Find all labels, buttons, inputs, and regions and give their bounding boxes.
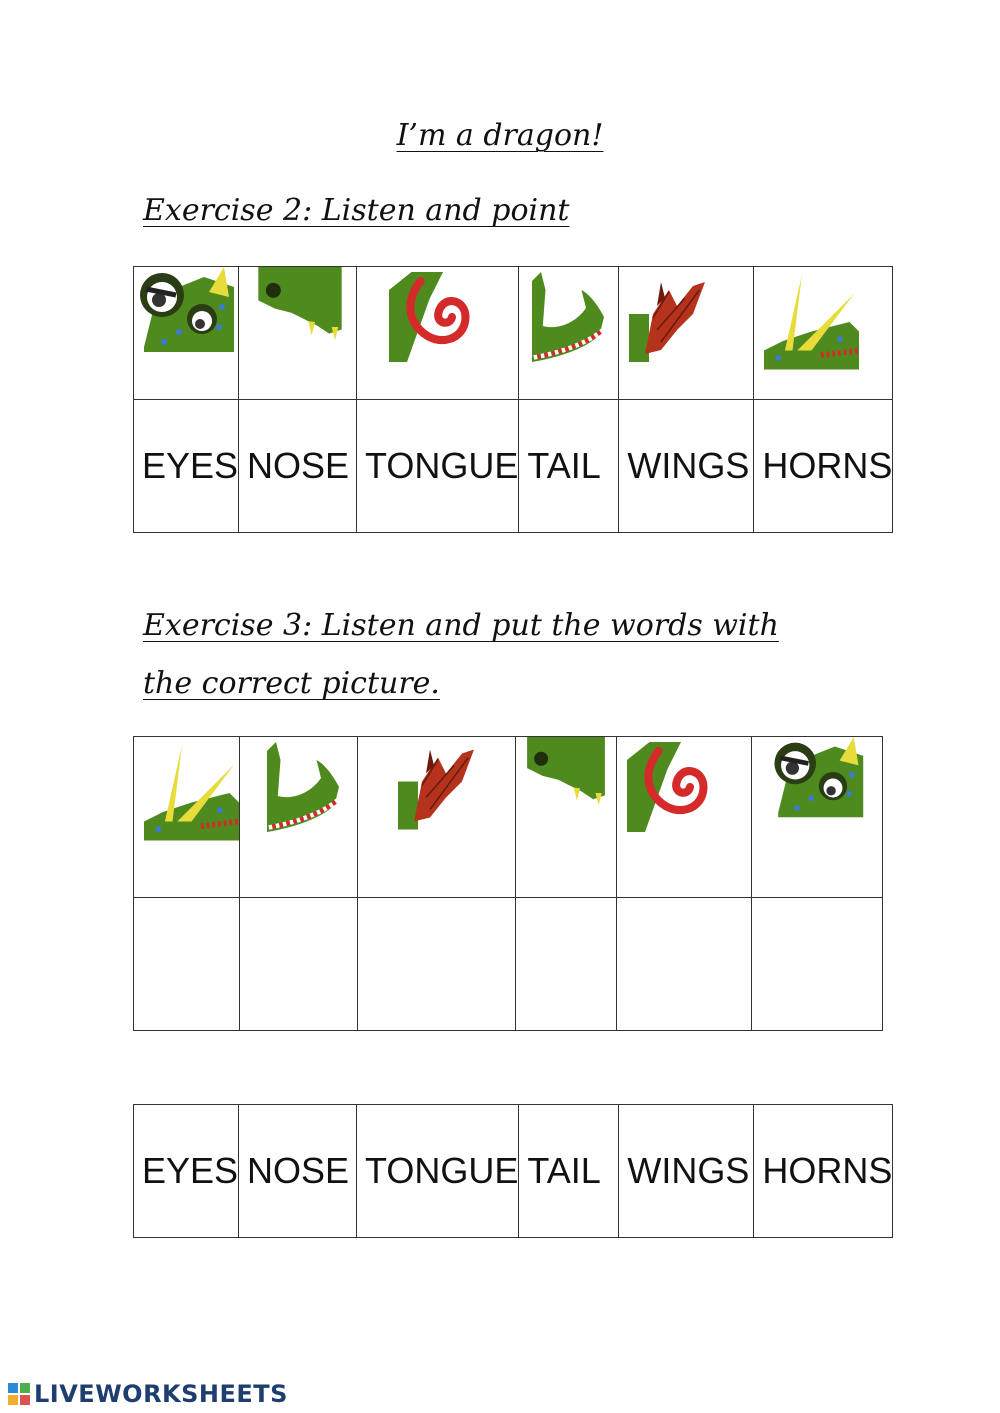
- exercise-3-table: [133, 736, 883, 1031]
- dragon-wings-picture: [398, 737, 478, 842]
- draggable-word-tongue[interactable]: TONGUE: [357, 1105, 519, 1238]
- exercise-2-heading: Exercise 2: Listen and point: [143, 193, 570, 228]
- liveworksheets-logo-icon: [8, 1383, 30, 1405]
- exercise-3-picture-row: [134, 737, 883, 898]
- picture-cell-tail: [240, 737, 358, 898]
- picture-cell-tongue: [617, 737, 752, 898]
- answer-slot[interactable]: [752, 898, 883, 1031]
- draggable-word-horns[interactable]: HORNS: [754, 1105, 893, 1238]
- dragon-tail-picture: [523, 267, 613, 367]
- picture-cell-eyes: [752, 737, 883, 898]
- exercise-3-answer-row: [134, 898, 883, 1031]
- exercise-3-heading-line-2: the correct picture.: [143, 666, 440, 701]
- word-tongue[interactable]: TONGUE: [357, 400, 519, 533]
- word-bank-row: [134, 1105, 893, 1238]
- worksheet-title: I’m a dragon!: [396, 118, 604, 153]
- answer-slot[interactable]: [358, 898, 516, 1031]
- picture-cell-nose: [516, 737, 617, 898]
- answer-slot[interactable]: [516, 898, 617, 1031]
- word-bank-table: [133, 1104, 893, 1238]
- exercise-3-heading-line-1: Exercise 3: Listen and put the words with: [143, 608, 779, 643]
- word-tail[interactable]: TAIL: [519, 400, 619, 533]
- word-wings[interactable]: WINGS: [619, 400, 754, 533]
- picture-cell-wings: [619, 267, 754, 400]
- picture-cell-tail: [519, 267, 619, 400]
- word-eyes[interactable]: EYES: [134, 400, 239, 533]
- dragon-nose-picture: [245, 267, 355, 342]
- liveworksheets-logo: [8, 1381, 288, 1407]
- draggable-word-nose[interactable]: NOSE: [239, 1105, 357, 1238]
- picture-cell-horns: [134, 737, 240, 898]
- dragon-tongue-picture: [389, 267, 479, 367]
- dragon-tongue-picture: [627, 737, 717, 837]
- dragon-eyes-picture: [134, 267, 234, 357]
- answer-slot[interactable]: [134, 898, 240, 1031]
- dragon-wings-picture: [629, 272, 709, 372]
- dragon-horns-picture: [144, 737, 239, 849]
- dragon-nose-picture: [516, 737, 616, 807]
- word-nose[interactable]: NOSE: [239, 400, 357, 533]
- dragon-eyes-picture: [766, 737, 866, 822]
- answer-slot[interactable]: [617, 898, 752, 1031]
- liveworksheets-brand-text: LIVEWORKSHEETS: [34, 1380, 288, 1408]
- picture-cell-wings: [358, 737, 516, 898]
- dragon-tail-picture: [258, 737, 348, 837]
- draggable-word-tail[interactable]: TAIL: [519, 1105, 619, 1238]
- picture-cell-eyes: [134, 267, 239, 400]
- exercise-2-word-row: [134, 400, 893, 533]
- dragon-horns-picture: [764, 267, 859, 377]
- picture-cell-tongue: [357, 267, 519, 400]
- answer-slot[interactable]: [240, 898, 358, 1031]
- exercise-2-picture-row: [134, 267, 893, 400]
- word-horns[interactable]: HORNS: [754, 400, 893, 533]
- exercise-2-table: [133, 266, 893, 533]
- picture-cell-nose: [239, 267, 357, 400]
- picture-cell-horns: [754, 267, 893, 400]
- draggable-word-wings[interactable]: WINGS: [619, 1105, 754, 1238]
- draggable-word-eyes[interactable]: EYES: [134, 1105, 239, 1238]
